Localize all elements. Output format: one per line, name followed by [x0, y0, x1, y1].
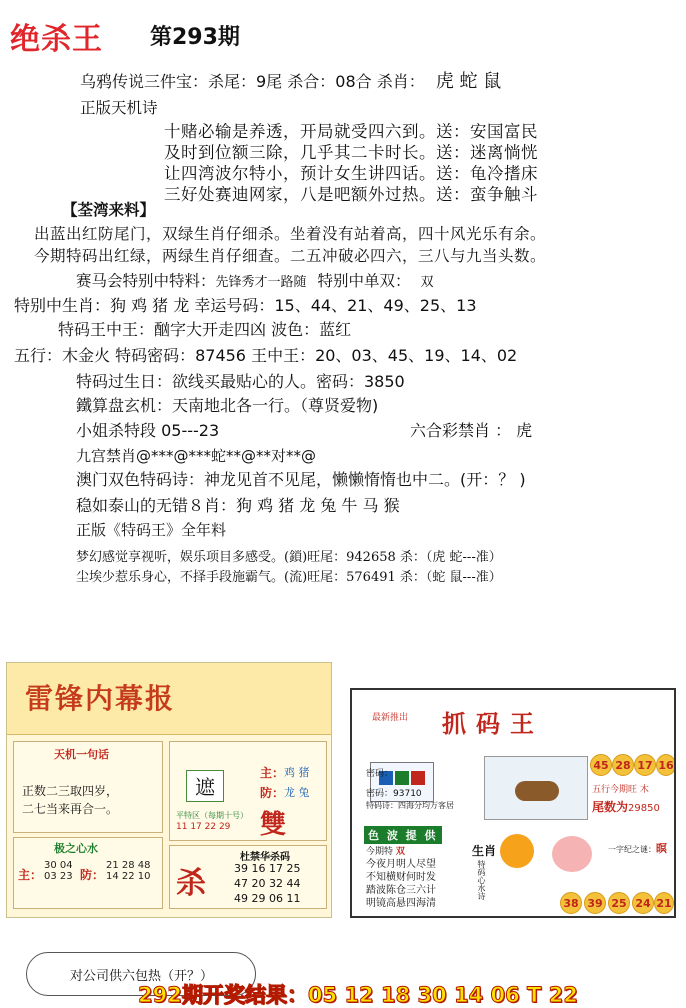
line-temawang: 特码王中王：酗字大开走四凶 波色：蓝红 [58, 320, 352, 339]
wuxing-label: 五行今期旺 [592, 785, 638, 795]
xinshui-zhu-nums: 30 04 03 23 [44, 860, 73, 882]
fang-label: 防： [260, 786, 285, 800]
top-ball-3: 17 [634, 754, 656, 776]
color-tabs: 色 波 提 供 [364, 826, 442, 844]
mima-text: 密码： [366, 769, 394, 779]
mima-val: 93710 [393, 789, 422, 799]
logo-square-red [411, 771, 425, 785]
xinshui-box [13, 837, 163, 909]
tianji-text-2: 二七当来再合一。 [22, 802, 119, 816]
shengxiao-label: 生肖 [472, 844, 497, 858]
weishu-label: 尾数为 [592, 800, 629, 814]
tema-shi-label: 特码诗： [366, 801, 398, 810]
shama-row-1: 39 16 17 25 [234, 862, 301, 875]
jinqi-val: 双 [395, 847, 405, 857]
line-wencuo: 稳如泰山的无错８肖：狗 鸡 猪 龙 兔 牛 马 猴 [76, 496, 400, 515]
yiju-val: 暝 [656, 842, 667, 855]
bottom-ball-5: 21 [654, 892, 674, 914]
poem-line-2: 及时到位额三除，几乎其二卡时长。送：迷离惝恍 [164, 143, 538, 162]
deer-picture [484, 756, 588, 820]
line-saima-val: 先锋秀才一路随 [215, 275, 307, 290]
rooster-picture [500, 834, 534, 868]
xinshui-fang: 防： [80, 868, 105, 882]
cloud-text: 对公司供六包热（开？） [70, 969, 214, 984]
jinqi-label: 今期特 [366, 847, 394, 857]
line-saima-label: 赛马会特别中特料： [76, 272, 216, 290]
xinshui-sub: 极之心水 [54, 842, 98, 855]
left-title: 雷锋内幕报 [25, 682, 176, 715]
top-ball-2: 28 [612, 754, 634, 776]
bottom-ball-2: 39 [584, 892, 606, 914]
yiju-row [608, 840, 667, 856]
tema-shi-val: 四海分均万客居 [398, 801, 454, 810]
lottery-result: 292期开奖结果：05 12 18 30 14 06 T 22 [138, 983, 578, 1007]
poem-line-3: 让四湾波尔特小，预计女生讲四话。送：龟冷搘床 [164, 164, 538, 183]
pig-picture [552, 836, 592, 872]
wuxing-val: 木 [639, 785, 649, 795]
line-wuya [80, 72, 501, 92]
right-title: 抓码王 [442, 710, 544, 738]
tianji-sub: 天机一句话 [54, 748, 109, 761]
left-header [7, 663, 332, 735]
line-quannian: 正版《特码王》全年料 [76, 521, 227, 539]
brand-title: 绝杀王 [10, 22, 103, 57]
zhufang-box [169, 741, 327, 841]
left-newspaper-image [6, 662, 332, 918]
tianji-box [13, 741, 163, 833]
issue-number: 第293期 [150, 25, 240, 50]
line-teqi: 今期特码出红绿，两绿生肖仔细查。二五冲破必四六，三八与九当头数。 [34, 247, 547, 265]
xinshui-fang-nums: 21 28 48 14 22 10 [106, 860, 151, 882]
sha-char: 杀 [176, 866, 206, 901]
side-text: 特码心水诗 [477, 860, 486, 900]
weishu-row [592, 798, 660, 815]
line-menghuan: 梦幻感觉享视听，娱乐项目多感受。(鎖)旺尾：942658 杀：（虎 蛇---准） [76, 550, 502, 565]
right-poem [366, 858, 436, 910]
bottom-ball-1: 38 [560, 892, 582, 914]
line-wuya-text: 乌鸦传说三件宝：杀尾：9尾 杀合：08合 杀肖： [80, 72, 425, 91]
right-small-title: 最新推出 [372, 713, 409, 723]
line-wuxing: 五行：木金火 特码密码：87456 王中王：20、03、45、19、14、02 [14, 346, 518, 365]
mima-row [366, 786, 422, 799]
poem-line-4: 三好处赛迪网家，八是吧额外过热。送：蛮争触斗 [164, 185, 538, 204]
line-lanhong: 出蓝出红防尾门，双绿生肖仔细杀。坐着没有站着高，四十风光乐有余。 [34, 225, 547, 243]
top-ball-1: 45 [590, 754, 612, 776]
shama-title: 杜禁华杀码 [240, 852, 290, 863]
line-quanwan: 【荃湾来料】 [62, 201, 156, 219]
poem-line-1: 十赌必输是养透，开局就受四六到。送：安国富民 [164, 122, 538, 141]
line-shengri: 特码过生日：欲线买最贴心的人。密码：3850 [76, 372, 405, 391]
line-shengxiao: 特别中生肖：狗 鸡 猪 龙 幸运号码：15、44、21、49、25、13 [14, 296, 477, 315]
line-chenai: 尘埃少惹乐身心，不择手段施霸气。(流)旺尾：576491 杀：（蛇 鼠---准） [76, 570, 502, 585]
mima-label [366, 766, 393, 779]
line-saima [76, 271, 434, 293]
zhe-box: 遮 [186, 770, 224, 802]
bottom-ball-4: 24 [632, 892, 654, 914]
line-danshuang-val: 双 [420, 275, 434, 290]
right-poem-3: 踏波陈仓三六计 [366, 885, 436, 896]
line-tianji: 正版天机诗 [80, 99, 158, 117]
weishu-val: 29850 [628, 803, 660, 814]
right-poem-4: 明镜高悬四海清 [366, 898, 436, 909]
logo-square-green [395, 771, 409, 785]
line-aomen: 澳门双色特码诗：神龙见首不见尾，懒懒惰惰也中二。(开：？ ) [76, 470, 526, 489]
shama-row-2: 47 20 32 44 [234, 877, 301, 890]
tianji-text-1: 正数二三取四岁， [22, 784, 119, 798]
right-poem-1: 今夜月明人尽望 [366, 859, 436, 870]
line-wuya-zodiac: 虎 蛇 鼠 [435, 71, 502, 92]
zhu-val: 鸡 猪 [284, 766, 310, 779]
bottom-ball-3: 25 [608, 892, 630, 914]
top-ball-4: 16 [656, 754, 676, 776]
deer-body [515, 781, 559, 801]
zhu-label: 主： [260, 766, 285, 780]
yiju-label: 一字纪之谜： [608, 845, 656, 854]
right-poem-2: 不知横财何时发 [366, 872, 436, 883]
mima-label-2: 密码： [366, 789, 394, 799]
line-xiaojie: 小姐杀特段 05---23 [76, 421, 220, 440]
line-jiugong: 九宫禁肖@***@***蛇**@**对**@ [76, 447, 317, 465]
line-danshuang-label: 特别中单双： [317, 272, 411, 290]
right-newspaper-image [350, 688, 676, 918]
fang-val: 龙 兔 [284, 786, 310, 799]
tema-shi-row [366, 800, 454, 811]
line-jinxiao: 六合彩禁肖 ： 虎 [410, 421, 533, 440]
xinshui-zhu: 主： [18, 868, 43, 882]
line-suanpan: 鐵算盘玄机：天南地北各一行。（尊贤爱物) [76, 396, 379, 415]
shuang-char: 雙 [260, 810, 287, 840]
jinqi-row [366, 844, 405, 857]
pingte-label: 平特区（每期十号） [176, 811, 248, 820]
pingte-nums: 11 17 22 29 [176, 822, 231, 832]
wuxing-row [592, 782, 649, 795]
shama-row-3: 49 29 06 11 [234, 892, 301, 905]
shama-box [169, 845, 327, 909]
